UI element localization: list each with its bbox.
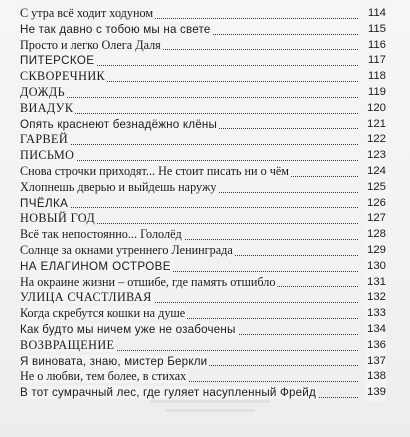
toc-entry-title: Не так давно с тобою мы на свете	[20, 22, 211, 36]
toc-entry-page-number: 132	[365, 290, 386, 306]
toc-entry-page-number: 121	[365, 117, 386, 133]
toc-entry-title: ГАРВЕЙ	[20, 132, 69, 147]
toc-entry-title: ПИСЬМО	[20, 148, 75, 163]
toc-entry	[20, 227, 386, 243]
toc-entry-title: ВОЗВРАЩЕНИЕ	[20, 337, 115, 352]
toc-entry-page-number: 131	[365, 275, 386, 291]
toc-entry	[20, 117, 386, 133]
toc-entry	[20, 132, 386, 148]
toc-entry	[20, 53, 386, 69]
toc-entry	[20, 101, 386, 117]
toc-entry-title: Просто и легко Олега Даля	[20, 37, 161, 52]
toc-entry-title: Солнце за окнами утреннего Ленинграда	[20, 242, 233, 257]
toc-entry-title: Опять краснеют безнадёжно клёны	[20, 117, 217, 131]
toc-entry	[20, 164, 386, 180]
toc-entry-title: УЛИЦА СЧАСТЛИВАЯ	[20, 290, 152, 305]
toc-entry	[20, 180, 386, 196]
toc-entry-title: Когда скребутся кошки на душе	[20, 306, 186, 321]
toc-entry-title: ПЧЁЛКА	[20, 196, 69, 210]
toc-entry	[20, 385, 386, 401]
toc-entry-page-number: 124	[365, 164, 386, 180]
dot-leader	[20, 144, 358, 145]
toc-entry-title: Как будто мы ничем уже не озабочены	[20, 322, 236, 336]
toc-entry-page-number: 114	[366, 6, 386, 22]
toc-entry-title: На окраине жизни – отшибе, где память отшибло	[20, 274, 276, 289]
toc-entry-title: НА ЕЛАГИНОМ ОСТРОВЕ	[20, 259, 171, 273]
dot-leader	[20, 97, 358, 98]
toc-entry	[20, 275, 386, 291]
toc-entry-page-number: 118	[366, 69, 386, 85]
toc-entry-title: ПИТЕРСКОЕ	[20, 54, 95, 68]
toc-entry-page-number: 125	[365, 180, 386, 196]
toc-entry-page-number: 139	[365, 385, 386, 401]
toc-entry-title: В тот сумрачный лес, где гуляет насупленный Фрейд	[20, 386, 316, 400]
toc-entry	[20, 85, 386, 101]
toc-entry-title: ДОЖДЬ	[20, 84, 66, 99]
toc-entry	[20, 243, 386, 259]
toc-entry-page-number: 136	[365, 338, 386, 354]
toc-entry	[20, 259, 386, 275]
toc-entry-page-number: 120	[365, 101, 386, 117]
toc-entry-page-number: 123	[365, 148, 386, 164]
toc-entry	[20, 322, 386, 338]
toc-entry	[20, 369, 386, 385]
table-of-contents	[20, 6, 386, 401]
toc-entry-page-number: 128	[365, 227, 386, 243]
toc-entry	[20, 69, 386, 85]
toc-entry-page-number: 117	[366, 53, 386, 69]
toc-entry	[20, 196, 386, 212]
toc-entry	[20, 290, 386, 306]
toc-entry-title: Снова строчки приходят... Не стоит писать ни о чём	[20, 163, 290, 178]
toc-entry-title: Я виновата, знаю, мистер Беркли	[20, 354, 208, 368]
toc-entry-title: Всё так непостоянно... Гололёд	[20, 227, 182, 242]
toc-entry-page-number: 122	[365, 132, 386, 148]
toc-entry-page-number: 127	[365, 211, 386, 227]
toc-entry	[20, 22, 386, 38]
toc-entry-page-number: 130	[365, 259, 386, 275]
dot-leader	[20, 207, 358, 208]
toc-entry-page-number: 126	[365, 196, 386, 212]
toc-entry	[20, 6, 386, 22]
toc-entry-page-number: 133	[365, 306, 386, 322]
toc-entry-title: Не о любви, тем более, в стихах	[20, 369, 187, 384]
toc-entry	[20, 354, 386, 370]
toc-entry-title: Хлопнешь дверью и выйдешь наружу	[20, 179, 217, 194]
toc-entry-title: СКВОРЕЧНИК	[20, 69, 106, 84]
toc-entry-page-number: 134	[365, 322, 386, 338]
toc-entry-page-number: 129	[365, 243, 386, 259]
toc-entry-page-number: 119	[366, 85, 386, 101]
toc-entry	[20, 38, 386, 54]
toc-entry	[20, 148, 386, 164]
toc-entry-page-number: 138	[365, 369, 386, 385]
toc-entry	[20, 306, 386, 322]
toc-entry-page-number: 116	[366, 38, 386, 54]
toc-entry-page-number: 137	[365, 354, 386, 370]
toc-entry-title: С утра всё ходит ходуном	[20, 6, 154, 20]
toc-entry-page-number: 115	[366, 22, 386, 38]
toc-entry	[20, 211, 386, 227]
toc-entry-title: НОВЫЙ ГОД	[20, 211, 96, 226]
toc-entry	[20, 338, 386, 354]
toc-entry-title: ВИАДУК	[20, 100, 74, 115]
